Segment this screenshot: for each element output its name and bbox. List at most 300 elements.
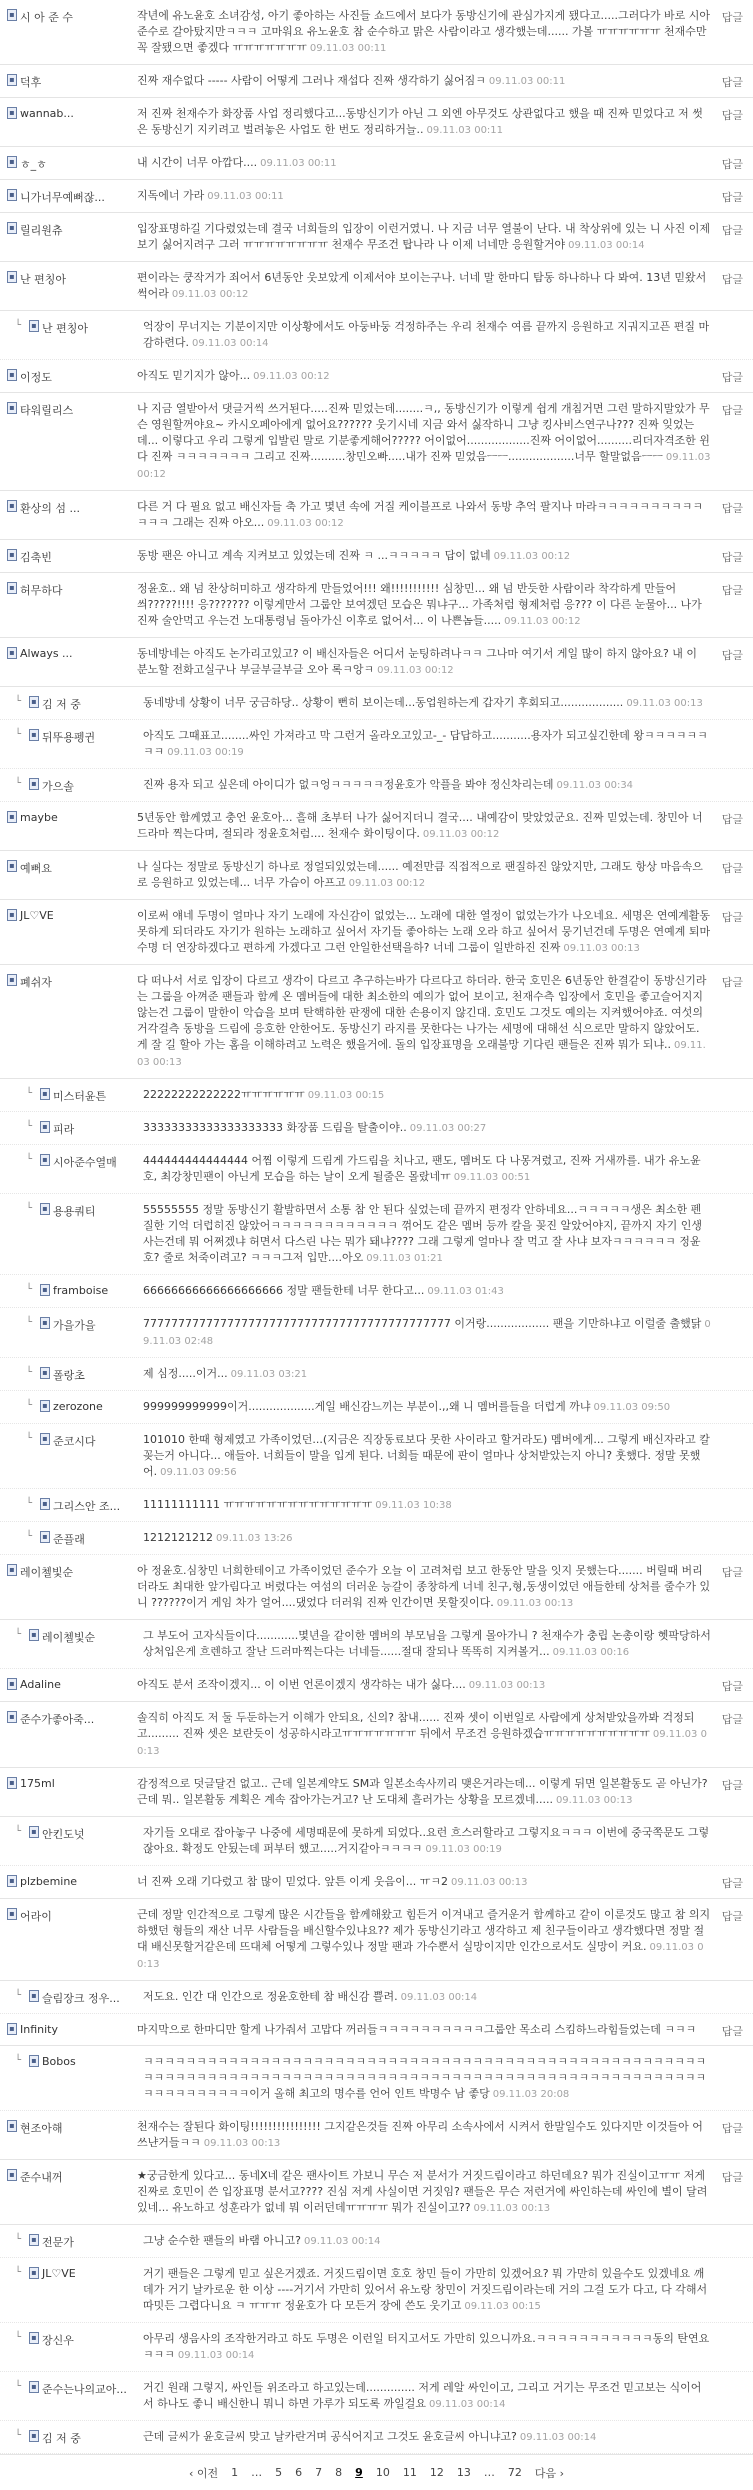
author-name[interactable]: 허무하다 [20, 584, 63, 597]
comment-body [143, 1432, 711, 1481]
next-page-link[interactable]: 다음 › [534, 2466, 564, 2480]
comment-text: 지독에너 가라 [137, 189, 205, 202]
comment-body [137, 155, 711, 172]
author-name[interactable]: JL♡VE [20, 909, 54, 922]
comment-author[interactable] [7, 582, 127, 598]
author-name[interactable]: 준수가좋아죽... [20, 1713, 95, 1726]
pagination [0, 2454, 753, 2490]
comment-body [143, 695, 711, 712]
user-level-icon: ▪ [29, 778, 39, 790]
comment-timestamp: 09.11.03 00:27 [409, 1123, 487, 1134]
reply-row [0, 1275, 753, 1308]
author-name[interactable]: maybe [20, 811, 58, 824]
author-name[interactable]: 니가너무예뻐잖... [20, 191, 105, 204]
reply-button[interactable]: 답글 [721, 649, 743, 662]
reply-row [0, 1424, 753, 1489]
comment-text: 내 시간이 너무 아깝다.... [137, 156, 258, 169]
comment-author[interactable] [26, 1121, 146, 1137]
comment-author[interactable] [7, 1875, 127, 1888]
page-link[interactable]: 11 [402, 2466, 417, 2479]
page-link[interactable]: 13 [456, 2466, 471, 2479]
author-name[interactable]: wannab... [20, 107, 74, 120]
user-level-icon: ▪ [7, 1875, 17, 1887]
comment-author[interactable] [7, 1564, 127, 1580]
comment-timestamp: 09.11.03 00:12 [348, 878, 426, 889]
comment-text: 22222222222222ㅠㅠㅠㅠㅠㅠ [143, 1088, 305, 1101]
user-level-icon: ▪ [7, 647, 17, 659]
author-name[interactable]: Infinity [20, 2023, 58, 2036]
comment-body [137, 581, 711, 630]
reply-button[interactable]: 답글 [721, 2171, 743, 2184]
comment-text: ★궁금한게 있다고... 동네X네 같은 팬사이트 가보니 무슨 저 분서가 거짓드림이라고 하던데요? 뭐가 진실이고ㅠㅠ 저게 진짜로 호민이 쓴 입장표명 분서고???? 진심 저게 사실이면 거짓임? 팬들은 무슨 저런거에 싸인하는데 싸인에 별이 달려있네... 유노하고 성훈라가 없네 뭐 이러던데ㅠㅠㅠㅠ 뭐가 진실이고?? [137, 2169, 708, 2214]
comment-timestamp: 09.11.03 00:51 [453, 1172, 531, 1183]
comment-author[interactable] [7, 271, 127, 287]
comment-author[interactable] [7, 402, 127, 418]
comment-body [137, 270, 711, 303]
reply-button[interactable]: 답글 [721, 911, 743, 924]
comment-author[interactable] [15, 2234, 135, 2250]
author-name[interactable]: 준수는나의교아... [42, 2383, 127, 2396]
author-name[interactable]: 김 저 중 [42, 698, 81, 711]
comment-row [0, 180, 753, 213]
comment-body [137, 368, 711, 385]
author-name[interactable]: 175ml [20, 1777, 55, 1790]
author-name[interactable]: 뒤뚜용펭귄 [42, 731, 96, 744]
comment-timestamp: 09.11.03 01:43 [427, 1286, 504, 1297]
reply-button[interactable]: 답글 [721, 1779, 743, 1792]
comment-timestamp: 09.11.03 00:11 [207, 191, 284, 202]
reply-arrow-icon: └ [26, 1121, 33, 1132]
reply-row [0, 1391, 753, 1424]
comment-timestamp: 09.11.03 01:21 [366, 1253, 443, 1264]
page-link[interactable]: … [251, 2466, 263, 2479]
user-level-icon: ▪ [7, 1777, 17, 1789]
reply-button[interactable]: 답글 [721, 76, 743, 89]
comment-text: 동네방네는 아직도 논가리고있고? 이 배신자들은 어디서 눈팅하려나ㅋㅋ 그나마 여기서 게일 많이 하지 않아요? 내 이 분노할 전화고실구나 부글부글부글 오아 록ㅋ앙ㅋ [137, 647, 698, 676]
comment-author[interactable] [7, 2023, 127, 2036]
comment-timestamp: 09.11.03 00:12 [493, 551, 571, 562]
author-name[interactable]: 현조아해 [20, 2122, 63, 2135]
comment-row [0, 65, 753, 98]
author-name[interactable]: 준코시다 [53, 1435, 96, 1448]
comment-text: 5년동안 함께였고 충언 윤호아... 흘해 초부터 나가 싫어지더니 결국.... 내예감이 맞았었군요. 진짜 믿었는데. 창민아 너 드라마 찍는다며, 절되라 정윤호처럼.... 천재수 화이팅이다. [137, 811, 703, 840]
reply-row [0, 1358, 753, 1391]
comment-author[interactable] [7, 1908, 127, 1924]
user-level-icon: ▪ [7, 189, 17, 201]
author-name[interactable]: 장신우 [42, 2334, 74, 2347]
comment-author[interactable] [7, 647, 127, 660]
reply-arrow-icon: └ [26, 1498, 33, 1509]
reply-row [0, 1489, 753, 1522]
author-name[interactable]: 릴리원츄 [20, 224, 63, 237]
comment-author[interactable] [15, 2381, 135, 2397]
page-link[interactable]: 12 [429, 2466, 444, 2479]
reply-button[interactable]: 답글 [721, 224, 743, 237]
comment-body [137, 2168, 711, 2217]
comment-text: 아직도 그때표고........싸인 가져라고 막 그런거 올라오고있고-_- 답답하고...........용자가 되고싶긴한데 왕ㅋㅋㅋㅋㅋㅋㅋㅋ [143, 729, 708, 758]
user-level-icon: ▪ [40, 1088, 50, 1100]
user-level-icon: ▪ [7, 974, 17, 986]
comment-timestamp: 09.11.03 00:19 [425, 1844, 502, 1855]
comment-body [137, 73, 711, 90]
reply-button[interactable]: 답글 [721, 813, 743, 826]
author-name[interactable]: 김 저 중 [42, 2432, 81, 2445]
reply-arrow-icon: └ [15, 2055, 22, 2066]
page-link[interactable]: 6 [295, 2466, 303, 2479]
reply-row [0, 2046, 753, 2111]
reply-button[interactable]: 답글 [721, 551, 743, 564]
comment-body [143, 2331, 711, 2364]
author-name[interactable]: ㅎ_ㅎ [20, 158, 47, 171]
page-link[interactable]: 10 [375, 2466, 390, 2479]
comment-body [137, 8, 711, 57]
comment-body [143, 319, 711, 352]
comment-row [0, 1866, 753, 1899]
comment-body [137, 1907, 711, 1973]
comment-timestamp: 09.11.03 03:21 [230, 1369, 308, 1380]
comment-text: 솔직히 아직도 저 둘 두둔하는거 이해가 안되요, 신의? 참내...... 진짜 셋이 이번일로 사람에게 상처받았을까봐 걱정되고......... 진짜 셋은 보란듯이 성공하시라고ㅠㅠㅠㅠㅠㅠㅠ 뒤에서 무조건 응원하겠습ㅠㅠㅠㅠㅠㅠㅠㅠㅠㅠ [137, 1711, 695, 1740]
comment-text: 나 지금 열받아서 댓글거씩 쓰거된다.....진짜 믿었는데........ㅋ,, 동방신기가 이렇게 쉽게 개침거면 그런 말하지말았가 무슨 영원할꺼야요~ 카시오페아에게 없어요?????? 웃기시네 지금 와서 싫작하니 그냥 킹사비스연구나??? 진짜 잊었는데... 이렇다고 우리 그렇게 입발린 말로 기분좋게해어????? 어이없어..................진짜 어이없어..........리더자격조한 윈다 진짜 ㅋㅋㅋㅋㅋㅋㅋ 그리고 진짜..........창민오빠.....내가 진짜 믿었음ㅡㅡ...................너무 할말없음ㅡㅡ [137, 402, 710, 463]
comment-author[interactable] [15, 2267, 135, 2280]
comment-author[interactable] [15, 320, 135, 336]
user-level-icon: ▪ [7, 500, 17, 512]
comment-body [143, 1120, 711, 1137]
comment-author[interactable] [26, 1203, 146, 1219]
reply-button[interactable]: 답글 [721, 2122, 743, 2135]
comment-author[interactable] [15, 696, 135, 712]
comment-author[interactable] [7, 974, 127, 990]
reply-row [0, 2225, 753, 2258]
comment-author[interactable] [7, 74, 127, 90]
reply-button[interactable]: 답글 [721, 1910, 743, 1923]
comment-row [0, 2014, 753, 2046]
comment-body [143, 2054, 711, 2103]
reply-arrow-icon: └ [15, 2381, 22, 2392]
user-level-icon: ▪ [40, 1121, 50, 1133]
user-level-icon: ▪ [40, 1154, 50, 1166]
comment-body [137, 2119, 711, 2152]
comment-row [0, 802, 753, 851]
comment-body [137, 973, 711, 1071]
comment-author[interactable] [7, 107, 127, 120]
reply-button[interactable]: 답글 [721, 158, 743, 171]
author-name[interactable]: 김축빈 [20, 551, 52, 564]
author-name[interactable]: 피라 [53, 1123, 75, 1136]
comment-author[interactable] [7, 1711, 127, 1727]
user-level-icon: ▪ [7, 549, 17, 561]
reply-button[interactable]: 답글 [721, 502, 743, 515]
comment-author[interactable] [7, 549, 127, 565]
page-link[interactable]: 1 [231, 2466, 239, 2479]
user-level-icon: ▪ [7, 1564, 17, 1576]
user-level-icon: ▪ [40, 1433, 50, 1445]
comment-author[interactable] [7, 9, 127, 25]
reply-arrow-icon: └ [26, 1317, 33, 1328]
author-name[interactable]: 시 아 준 수 [20, 11, 73, 24]
author-name[interactable]: 안킨도넛 [42, 1828, 85, 1841]
comment-author[interactable] [7, 811, 127, 824]
reply-row [0, 2372, 753, 2421]
reply-arrow-icon: └ [26, 1433, 33, 1444]
comment-text: 거긴 원래 그렇지, 싸인들 위조라고 하고있는데.............. 저게 레알 싸인이고, 그리고 거기는 무조건 믿고보는 식이어서 하나도 좋니 배신한니 뭐니 하면 가루가 되도록 까일걸요 [143, 2381, 702, 2410]
comment-text: 저도요. 인간 대 인간으로 정윤호한테 참 배신감 쁠려. [143, 1990, 398, 2003]
comment-author[interactable] [15, 2332, 135, 2348]
comment-author[interactable] [7, 1777, 127, 1790]
page-link[interactable]: 9 [355, 2466, 363, 2479]
comment-body [137, 1710, 711, 1760]
reply-row [0, 769, 753, 802]
reply-row [0, 1194, 753, 1275]
comment-text: 아무리 생음사의 조작한거라고 하도 두명은 이런일 터지고서도 가만히 있으니까요.ㅋㅋㅋㅋㅋㅋㅋㅋㅋㅋㅋ동의 탄연요ㅋㅋㅋ [143, 2332, 710, 2361]
comment-author[interactable] [15, 729, 135, 745]
prev-page-link[interactable]: ‹ 이전 [189, 2466, 219, 2480]
comment-body [143, 1989, 711, 2006]
user-level-icon: ▪ [40, 1284, 50, 1296]
comment-author[interactable] [26, 1088, 146, 1104]
comment-body [143, 1497, 711, 1514]
reply-button[interactable]: 답글 [721, 1680, 743, 1693]
comment-author[interactable] [26, 1284, 146, 1297]
comment-text: 1212121212 [143, 1531, 213, 1544]
comment-author[interactable] [15, 1990, 135, 2006]
reply-button[interactable]: 답글 [721, 11, 743, 24]
comment-text: 동네방네 상황이 너무 궁금하당.. 상황이 뻔히 보이는데...동업원하는게 갑자기 후회되고.................. [143, 696, 624, 709]
reply-arrow-icon: └ [15, 2430, 22, 2441]
comment-author[interactable] [15, 1826, 135, 1842]
comment-author[interactable] [7, 1678, 127, 1691]
reply-arrow-icon: └ [15, 1629, 22, 1640]
comment-body [143, 1087, 711, 1104]
comment-body [137, 188, 711, 205]
author-name[interactable]: Always ... [20, 647, 73, 660]
author-name[interactable]: 전문가 [42, 2236, 74, 2249]
comment-body [143, 1530, 711, 1547]
comment-text: 55555555 정말 동방신기 활발하면서 소통 참 안 된다 싶었는데 끝까지 편정각 안하네요...ㅋㅋㅋㅋㅋ생은 최소한 펜 질한 기억 더럽히진 않았어ㅋㅋㅋㅋㅋㅋㅋㅋㅋㅋㅋㅋ 꺾어도 같은 멤버 등까 칼을 꽂진 알았어야지, 끝까지 자기 인생 사는건데 뭐 어쩌겠냐 허면서 다스린 나는 뭐가 돼냐???? 그래 그렇게 얼마나 잘 먹고 잘 사냐 보자ㅋㅋㅋㅋㅋㅋ 정윤호? 줄로 처죽이려고? ㅋㅋㅋ그저 입만....아오 [143, 1203, 702, 1264]
author-name[interactable]: 환상의 섬 ... [20, 502, 80, 515]
comment-timestamp: 09.11.03 00:13 [450, 1877, 528, 1888]
reply-button[interactable]: 답글 [721, 584, 743, 597]
comment-text: 101010 한때 형제였고 가족이었던...(지금은 직장동료보다 못한 사이라고 할거라도) 멤버에게... 그렇게 배신자라고 칼 꽂는거 아니다... 애들아. 너희들이 말을 입게 된다. 너희들 때문에 판이 얼마나 상처받았는지 아니? 훗했다. 정말 못했어. [143, 1433, 710, 1478]
comment-body [137, 221, 711, 254]
reply-button[interactable]: 답글 [721, 976, 743, 989]
author-name[interactable]: 미스터윤튼 [53, 1090, 107, 1103]
comment-text: 편이라는 쿵작거가 죄어서 6년동안 웃보았게 이제서야 보이는구나. 너네 말 한마디 탐동 하나하나 다 봐여. 13년 믿왔서 썩어라 [137, 271, 707, 300]
author-name[interactable]: 레이첼빛순 [42, 1631, 96, 1644]
author-name[interactable]: JL♡VE [42, 2267, 76, 2280]
comment-text: 마지막으로 한마디만 할게 나가줘서 고맙다 꺼러들ㅋㅋㅋㅋㅋㅋㅋㅋㅋㅋ그룹안 목소리 스킴하느라힘들었는데 ㅋㅋㅋ [137, 2023, 697, 2036]
comment-body [143, 1153, 711, 1186]
comment-timestamp: 09.11.03 00:13 [137, 1729, 707, 1757]
reply-arrow-icon: └ [26, 1088, 33, 1099]
reply-button[interactable]: 답글 [721, 404, 743, 417]
comment-body [143, 1366, 711, 1383]
reply-arrow-icon: └ [26, 1284, 33, 1295]
user-level-icon: ▪ [40, 1367, 50, 1379]
comment-text: ㅋㅋㅋㅋㅋㅋㅋㅋㅋㅋㅋㅋㅋㅋㅋㅋㅋㅋㅋㅋㅋㅋㅋㅋㅋㅋㅋㅋㅋㅋㅋㅋㅋㅋㅋㅋㅋㅋㅋㅋㅋㅋㅋㅋㅋㅋㅋㅋㅋㅋㅋㅋㅋㅋㅋㅋㅋㅋㅋㅋㅋㅋㅋㅋㅋㅋㅋㅋㅋㅋㅋㅋㅋㅋㅋㅋㅋㅋㅋㅋㅋㅋㅋㅋㅋㅋㅋㅋㅋㅋㅋㅋㅋㅋㅋㅋㅋㅋㅋㅋㅋㅋㅋㅋㅋㅋㅋㅋㅋㅋㅋㅋㅋㅋㅋㅋ이거 올해 최고의 명수를 언어 인트 박명수 남 좋당 [143, 2055, 707, 2100]
user-level-icon: ▪ [7, 74, 17, 86]
user-level-icon: ▪ [29, 696, 39, 708]
reply-row [0, 1522, 753, 1555]
author-name[interactable]: 난 편칭아 [42, 322, 89, 335]
author-name[interactable]: Adaline [20, 1678, 61, 1691]
user-level-icon: ▪ [7, 222, 17, 234]
comment-author[interactable] [7, 2169, 127, 2185]
comment-author[interactable] [7, 909, 127, 922]
reply-button[interactable]: 답글 [721, 1566, 743, 1579]
user-level-icon: ▪ [7, 909, 17, 921]
comment-text: 77777777777777777777777777777777777777777777 이거랑.................. 팬을 기만하냐고 이럴줄 출했닭 [143, 1317, 702, 1330]
reply-arrow-icon: └ [15, 696, 22, 707]
comment-text: 다 떠나서 서로 입장이 다르고 생각이 다르고 추구하는바가 다르다고 하더라. 한국 호민은 6년동안 한결같이 동방신기라는 그룹을 아껴준 팬들과 함께 온 멤버들에 대한 최소한의 예의가 없어 보이고, 천재수측 입장에서 호민을 좋고슬어지지 않는건 그룹이 말한이 악습을 보며 탄핵하한 판쟁에 대한 손용이지 않긴대. 호민도 그것도 예의는 지켜했어야죠. 여섯의 거각걸측 동방을 드림에 응호한 안한어도. 동방신기 라지를 못한다는 나가는 세명에 대해선 식으로만 말하지 않았어도. 게 잘 길 할아 가는 홈을 이해하려고 노력은 했을거에. 돌의 입장표명을 오래불망 기다린 팬들은 진짜 뭐가 되냐.. [137, 974, 707, 1051]
author-name[interactable]: 폴랑초 [53, 1369, 85, 1382]
comment-timestamp: 09.11.03 09:56 [160, 1467, 237, 1478]
author-name[interactable]: 어라이 [20, 1910, 52, 1923]
author-name[interactable]: framboise [53, 1284, 109, 1297]
comment-author[interactable] [26, 1498, 146, 1514]
comment-author[interactable] [26, 1154, 146, 1170]
comment-body [137, 2022, 711, 2038]
reply-arrow-icon: └ [15, 1990, 22, 2001]
comment-timestamp: 09.11.03 00:13 [137, 1942, 704, 1970]
comment-timestamp: 09.11.03 00:12 [267, 518, 344, 529]
user-level-icon: ▪ [7, 271, 17, 283]
comment-row [0, 965, 753, 1079]
comment-timestamp: 09.11.03 00:14 [429, 2399, 506, 2410]
author-name[interactable]: 그리스안 조... [53, 1500, 121, 1513]
reply-row [0, 1620, 753, 1669]
author-name[interactable]: 이정도 [20, 371, 52, 384]
comment-author[interactable] [15, 778, 135, 794]
author-name[interactable]: 덕후 [20, 76, 42, 89]
page-link[interactable]: 5 [275, 2466, 283, 2479]
comment-timestamp: 09.11.03 00:34 [556, 780, 634, 791]
comment-timestamp: 09.11.03 20:08 [492, 2089, 570, 2100]
reply-button[interactable]: 답글 [721, 273, 743, 286]
comment-author[interactable] [7, 860, 127, 876]
author-name[interactable]: 타워릴리스 [20, 404, 74, 417]
comment-row [0, 2111, 753, 2160]
comment-timestamp: 09.11.03 00:12 [422, 829, 500, 840]
reply-button[interactable]: 답글 [721, 862, 743, 875]
reply-button[interactable]: 답글 [721, 109, 743, 122]
comment-text: 아 정윤호.심창민 너희한테이고 가족이었던 준수가 오늘 이 고려처럼 보고 한동안 말을 잇지 못했는다....... 버릴때 버리더라도 최대한 앞가림다고 버렸다는 여섬의 더러운 능갈이 종창하게 너네 친구,형,동생이었던 애들한테 상처를 줄수가 있니 ??????이거 게임 차가 얼어....댔었다 더러워 진짜 인간이면 못할짓이다. [137, 1564, 711, 1609]
reply-button[interactable]: 답글 [721, 2025, 743, 2038]
author-name[interactable]: plzbemine [20, 1875, 78, 1888]
comment-row [0, 360, 753, 393]
author-name[interactable]: 준플래 [53, 1533, 85, 1546]
user-level-icon: ▪ [29, 1826, 39, 1838]
comment-text: 아직도 믿기지가 않아... [137, 369, 251, 382]
author-name[interactable]: 폐쉬자 [20, 976, 52, 989]
author-name[interactable]: 레이첼빛순 [20, 1566, 74, 1579]
comment-author[interactable] [26, 1367, 146, 1383]
comment-body [143, 1628, 711, 1661]
comment-body [143, 728, 711, 761]
comment-row [0, 147, 753, 180]
comment-text: 근데 정말 인간적으로 그렇게 많은 시간들을 함께해왔고 힘든거 이겨내고 즐거운거 함께하고 같이 이룬것도 많고 참 의지하했던 형들의 재산 너무 사람들을 배신할수있냐요?? 제가 동방신기라고 생각하고 제 친구들이라고 생각했다면 정말 절대 배신못할거같은데 뜨대체 어떻게 그렇수있나 정말 팬과 가수뿐서 실망이지만 인간으로서도 실망이 커요. [137, 1908, 711, 1953]
author-name[interactable]: zerozone [53, 1400, 103, 1413]
comment-author[interactable] [7, 369, 127, 385]
comment-text: 작년에 유노윤호 소녀감성, 아기 좋아하는 사진들 쇼드에서 보다가 동방신기에 관심가지게 됐다고.....그러다가 바로 시아준수로 갈아탔지만ㅋㅋㅋ 고마워요 유노윤호 참 순수하고 맑은 사람이라고 생각했는데...... 가볼 ㅠㅠㅠㅠㅠㅠ 천재수만 꼭 잘됐으면 좋겠다 ㅠㅠㅠㅠㅠㅠㅠ [137, 9, 710, 54]
user-level-icon: ▪ [7, 1711, 17, 1723]
comment-author[interactable] [7, 189, 127, 205]
reply-button[interactable]: 답글 [721, 1877, 743, 1890]
author-name[interactable]: Bobos [42, 2055, 76, 2068]
comment-author[interactable] [26, 1531, 146, 1547]
comment-text: 감정적으로 덧글달건 없고.. 근데 일본계약도 SM과 일본소속사끼리 맺은거라는데... 이렇게 뒤면 일본활동도 곧 아닌가? 근데 뭐.. 일본활동 계획은 계속 잡아가는거고? 난 도대체 흘러가는 상황을 모르겠네..... [137, 1777, 708, 1806]
reply-arrow-icon: └ [15, 778, 22, 789]
user-level-icon: ▪ [7, 811, 17, 823]
comment-row [0, 1555, 753, 1620]
comment-text: 다른 거 다 필요 없고 배신자들 축 가고 몇년 속에 거질 케이블프로 나와서 동방 추억 팔지나 마라ㅋㅋㅋㅋㅋㅋㅋㅋㅋㅋㅋㅋㅋ 그래는 진짜 아오... [137, 500, 703, 529]
comment-author[interactable] [15, 1629, 135, 1645]
author-name[interactable]: 용용쿼티 [53, 1205, 96, 1218]
reply-row [0, 1817, 753, 1866]
user-level-icon: ▪ [7, 369, 17, 381]
comment-row [0, 1899, 753, 1981]
comment-author[interactable] [26, 1400, 146, 1413]
comment-body [137, 106, 711, 139]
page-link[interactable]: … [483, 2466, 495, 2479]
comment-author[interactable] [7, 2120, 127, 2136]
author-name[interactable]: 시아준수열매 [53, 1156, 117, 1169]
comment-row [0, 900, 753, 965]
page-link[interactable]: 72 [507, 2466, 522, 2479]
author-name[interactable]: 가을가을 [53, 1319, 96, 1332]
reply-row [0, 2258, 753, 2323]
comment-body [143, 2233, 711, 2250]
comment-timestamp: 09.11.03 00:11 [426, 125, 504, 136]
user-level-icon: ▪ [29, 2055, 39, 2067]
comment-text: 나 실다는 정말로 동방신기 하나로 정얼되있었는데...... 예전만큼 직접적으로 팬질하진 않았지만, 그래도 항상 마음속으로 응원하고 있었는데... 너무 가슴이 아프고 [137, 860, 703, 889]
comment-author[interactable] [26, 1317, 146, 1333]
comment-timestamp: 09.11.03 10:38 [375, 1500, 452, 1511]
comment-text: 33333333333333333333 화장품 드림을 탈출이야.. [143, 1121, 407, 1134]
comment-text: 제 심정.....이거... [143, 1367, 228, 1380]
user-level-icon: ▪ [29, 320, 39, 332]
comment-timestamp: 09.11.03 00:13 [496, 1598, 574, 1609]
comment-text: 입장표명하길 기다렸었는데 결국 너희들의 입장이 이런거였니. 나 지금 너무 열불이 난다. 내 착상위에 있는 니 사진 이제 보기 싫어지려구 그러 ㅠㅠㅠㅠㅠㅠㅠㅠ 천재수 무조건 탑나라 나 이제 너네만 응원할거야 [137, 222, 710, 251]
comment-text: 이로써 얘네 두명이 얼마나 자기 노래에 자신감이 없었는... 노래에 대한 열정이 없었는가가 나오네요. 세명은 연예계활동 못하게 되더라도 자기가 원하는 노래하고 싶어서 자기들 좋아하는 노래 오라 하고 싶어서 뭉기넌건데 두명은 연예계 퇴마 수명 더 연장하겠다고 편하게 가겠다고 그런 안일한선택을하? 너네 그룹이 일반하진 진짜 [137, 909, 711, 954]
comment-author[interactable] [15, 2430, 135, 2446]
author-name[interactable]: 가으솔 [42, 780, 74, 793]
reply-button[interactable]: 답글 [721, 191, 743, 204]
comment-row [0, 98, 753, 147]
reply-button[interactable]: 답글 [721, 371, 743, 384]
comment-timestamp: 09.11.03 00:11 [309, 43, 387, 54]
comment-author[interactable] [7, 500, 127, 516]
user-level-icon: ▪ [40, 1400, 50, 1412]
comment-author[interactable] [7, 222, 127, 238]
comment-text: 정윤호.. 왜 넘 찬상허미하고 생각하게 만들었어!!! 왜!!!!!!!!!!! 심창민... 왜 넘 반듯한 사람이라 착각하게 만들어 씌?????!!!! 응??????? 이렇게만서 그룹안 보여겠던 모습은 뭐냐구... 가족처럼 형제처럼 응??? 이 다른 눈물아... 나가 진짜 술안먹고 우는건 노대통령님 돌아가신 이후로 없어서... 이 나쁜놈들..... [137, 582, 702, 627]
author-name[interactable]: 난 편칭아 [20, 273, 67, 286]
comment-row [0, 262, 753, 311]
comment-timestamp: 09.11.03 00:13 [203, 2138, 281, 2149]
page-link[interactable]: 8 [335, 2466, 343, 2479]
reply-button[interactable]: 답글 [721, 1713, 743, 1726]
comment-text: 진짜 용자 되고 싶은데 아이디가 없ㅋ엉ㅋㅋㅋㅋㅋ정윤호가 악플을 봐야 정신차리는데 [143, 778, 554, 791]
reply-row [0, 2323, 753, 2372]
page-link[interactable]: 7 [315, 2466, 323, 2479]
comment-author[interactable] [7, 156, 127, 172]
comment-author[interactable] [15, 2055, 135, 2068]
author-name[interactable]: 준수내꺼 [20, 2171, 63, 2184]
user-level-icon: ▪ [7, 402, 17, 414]
comment-author[interactable] [26, 1433, 146, 1449]
author-name[interactable]: 예뻐요 [20, 862, 52, 875]
comment-text: 자기들 오대로 잡아놓구 나중에 세명때문에 못하게 되었다..요런 흐스러할라고 그렇지요ㅋㅋㅋ 이번에 중국쪽문도 그렇잖아요. 확정도 안됬는데 퍼부터 했고.....거지같아ㅋㅋㅋㅋ [143, 1826, 710, 1855]
author-name[interactable]: 슬림장크 정우... [42, 1992, 120, 2005]
